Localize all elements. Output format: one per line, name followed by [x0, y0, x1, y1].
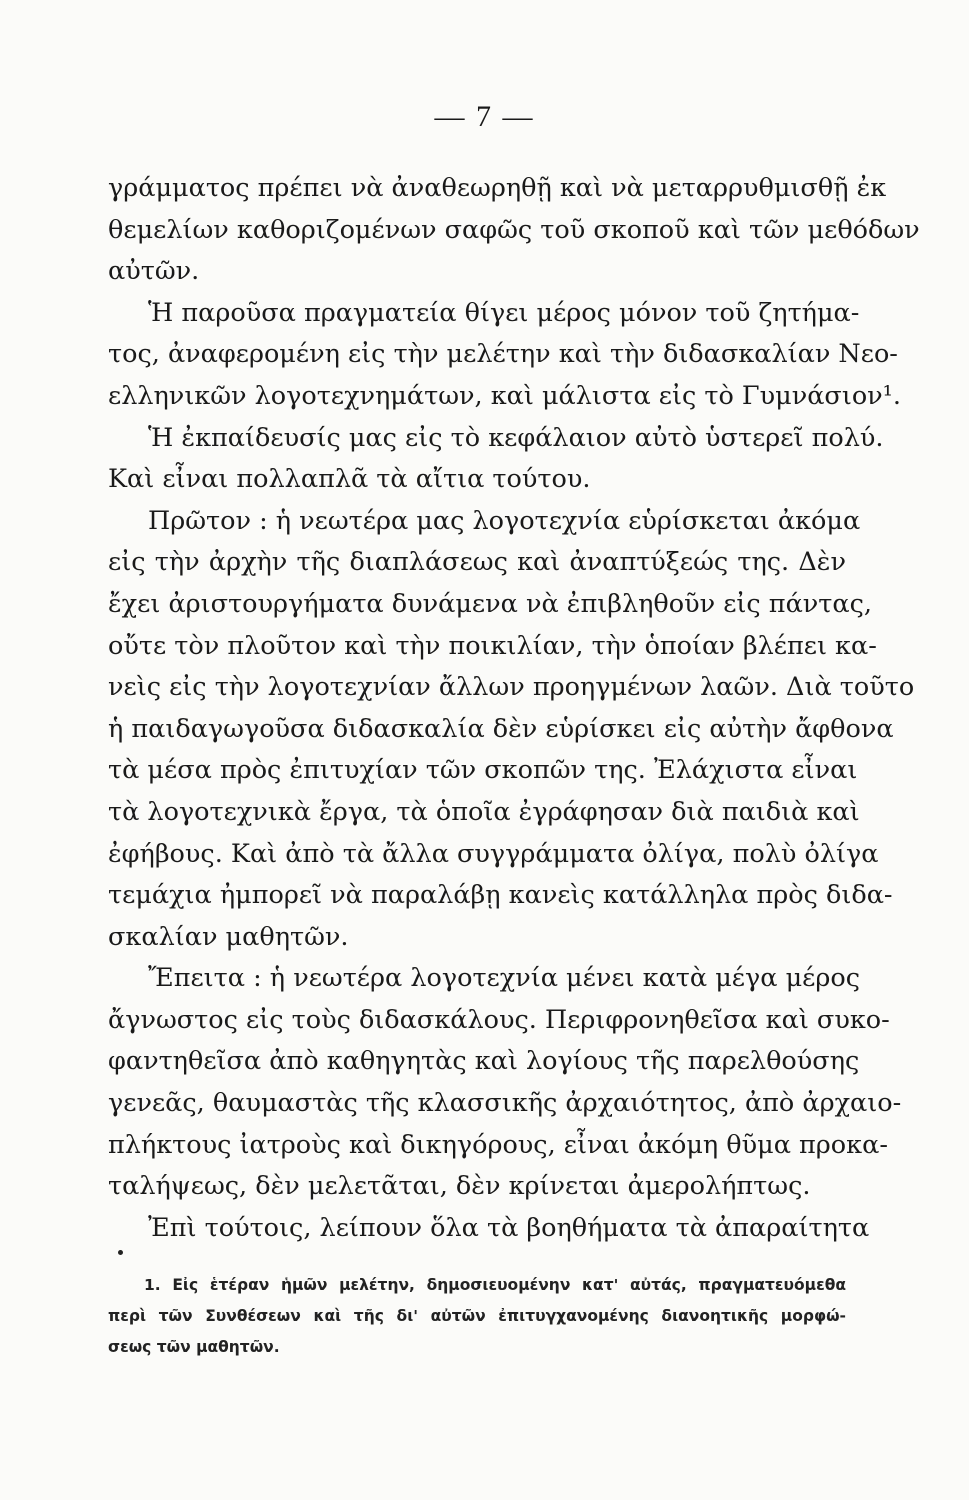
text-line: τεμάχια ἠμπορεῖ νὰ παραλάβῃ κανεὶς κατάλληλα πρὸς διδα- [108, 880, 893, 911]
footnote-line: περὶ τῶν Συνθέσεων καὶ τῆς δι' αὐτῶν ἐπιτυγχανομένης διανοητικῆς μορφώ- [108, 1307, 846, 1325]
text-line: Πρῶτον : ἡ νεωτέρα μας λογοτεχνία εὑρίσκεται ἀκόμα [148, 505, 861, 536]
text-line: Ἐπὶ τούτοις, λείπουν ὅλα τὰ βοηθήματα τὰ ἀπαραίτητα [148, 1212, 870, 1243]
text-line: νεὶς εἰς τὴν λογοτεχνίαν ἄλλων προηγμένων λαῶν. Διὰ τοῦτο [108, 672, 915, 703]
text-line: ἄγνωστος εἰς τοὺς διδασκάλους. Περιφρονηθεῖσα καὶ συκο- [108, 1004, 890, 1035]
text-line: γενεᾶς, θαυμαστὰς τῆς κλασσικῆς ἀρχαιότητος, ἀπὸ ἀρχαιο- [108, 1088, 902, 1119]
text-line: ἡ παιδαγωγοῦσα διδασκαλία δὲν εὑρίσκει εἰς αὐτὴν ἄφθονα [108, 713, 894, 744]
text-line: αὐτῶν. [108, 256, 200, 287]
text-line: ἐφήβους. Καὶ ἀπὸ τὰ ἄλλα συγγράμματα ὀλίγα, πολὺ ὀλίγα [108, 838, 879, 869]
text-line: Ἔπειτα : ἡ νεωτέρα λογοτεχνία μένει κατὰ μέγα μέρος [148, 963, 860, 994]
text-line: ελληνικῶν λογοτεχνημάτων, καὶ μάλιστα εἰς τὸ Γυμνάσιον¹. [108, 380, 902, 411]
footnote-line: 1. Εἰς ἑτέραν ἡμῶν μελέτην, δημοσιευομένην κατ' αὐτάς, πραγματευόμεθα [144, 1276, 846, 1294]
text-line: ταλήψεως, δὲν μελετᾶται, δὲν κρίνεται ἀμερολήπτως. [108, 1171, 811, 1202]
page-number: — 7 — [434, 100, 535, 133]
text-line: πλήκτους ἰατροὺς καὶ δικηγόρους, εἶναι ἀκόμη θῦμα προκα- [108, 1129, 888, 1160]
text-line: Καὶ εἶναι πολλαπλᾶ τὰ αἴτια τούτου. [108, 464, 591, 495]
text-line: θεμελίων καθοριζομένων σαφῶς τοῦ σκοποῦ καὶ τῶν μεθόδων [108, 214, 920, 245]
footnotes [108, 1270, 846, 1363]
text-line: γράμματος πρέπει νὰ ἀναθεωρηθῇ καὶ νὰ μεταρρυθμισθῇ ἐκ [108, 173, 887, 203]
text-line: τος, ἀναφερομένη εἰς τὴν μελέτην καὶ τὴν διδασκαλίαν Νεο- [108, 339, 898, 370]
text-line: τὰ μέσα πρὸς ἐπιτυχίαν τῶν σκοπῶν της. Ἐλάχιστα εἶναι [108, 755, 858, 786]
text-line: οὔτε τὸν πλοῦτον καὶ τὴν ποικιλίαν, τὴν ὁποίαν βλέπει κα- [108, 630, 877, 661]
text-line: Ἡ ἐκπαίδευσίς μας εἰς τὸ κεφάλαιον αὐτὸ ὑστερεῖ πολύ. [148, 422, 884, 453]
body-text [108, 168, 920, 1249]
text-line: τὰ λογοτεχνικὰ ἔργα, τὰ ὁποῖα ἐγράφησαν διὰ παιδιὰ καὶ [108, 796, 860, 827]
footnote-separator [118, 1250, 123, 1255]
footnote-line: σεως τῶν μαθητῶν. [108, 1338, 280, 1356]
text-line: Ἡ παροῦσα πραγματεία θίγει μέρος μόνον τοῦ ζητήμα- [148, 297, 860, 328]
text-line: ἔχει ἀριστουργήματα δυνάμενα νὰ ἐπιβληθοῦν εἰς πάντας, [108, 588, 873, 619]
text-line: σκαλίαν μαθητῶν. [108, 921, 349, 952]
text-line: εἰς τὴν ἀρχὴν τῆς διαπλάσεως καὶ ἀναπτύξεώς της. Δὲν [108, 547, 846, 578]
text-line: φαντηθεῖσα ἀπὸ καθηγητὰς καὶ λογίους τῆς παρελθούσης [108, 1046, 860, 1077]
